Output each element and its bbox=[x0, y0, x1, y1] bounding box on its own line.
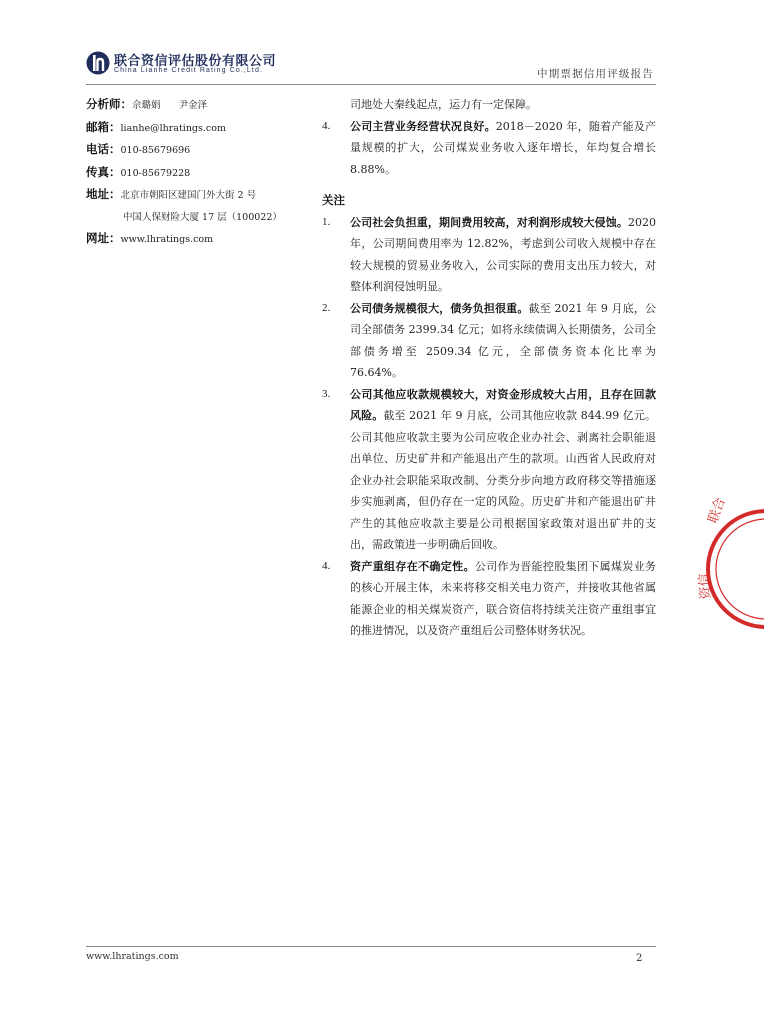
phone-value: 010-85679696 bbox=[120, 145, 191, 156]
fax-value: 010-85679228 bbox=[120, 167, 191, 179]
item-number: 3. bbox=[322, 387, 331, 400]
address-row bbox=[86, 184, 318, 207]
item-number: 2. bbox=[322, 301, 331, 314]
contact-info bbox=[86, 94, 318, 251]
analysts-label: 分析师： bbox=[86, 97, 132, 111]
strength-item-3-tail: 司地处大秦线起点，运力有一定保障。 bbox=[350, 98, 537, 111]
document-title: 中期票据信用评级报告 bbox=[537, 68, 654, 80]
analysts-value: 佘璐娟 尹金泽 bbox=[132, 100, 208, 111]
company-name-cn: 联合资信评估股份有限公司 bbox=[114, 54, 277, 69]
email-label: 邮箱： bbox=[86, 119, 121, 134]
concerns-heading: 关注 bbox=[322, 193, 345, 207]
concern-item-3 bbox=[322, 384, 656, 556]
concern-item-4 bbox=[322, 556, 656, 642]
phone-label: 电话： bbox=[86, 142, 121, 156]
company-logo-icon bbox=[86, 50, 110, 76]
email-value[interactable]: lianhe@lhratings.com bbox=[120, 122, 226, 134]
concern-item-1 bbox=[322, 212, 656, 298]
company-name-en: China Lianhe Credit Rating Co.,Ltd. bbox=[114, 67, 264, 74]
website-label: 网址： bbox=[86, 231, 121, 245]
item-text: 公司作为晋能控股集团下属煤炭业务的核心开展主体，未来将移交相关电力资产，并接收其他省属能源企业的相关煤炭资产，联合资信将持续关注资产重组事宜的推进情况，以及资产重组后公司整体财务状况。 bbox=[350, 559, 657, 637]
strength-item-4 bbox=[322, 116, 656, 181]
address-label: 地址： bbox=[86, 187, 121, 201]
footer-divider bbox=[86, 946, 656, 947]
company-seal-icon bbox=[696, 484, 764, 654]
item-lead: 公司债务规模很大，债务负担很重。 bbox=[350, 301, 529, 315]
item-lead: 公司其他应收款规模较大，对资金形成较大占用，且存在回款风险。 bbox=[350, 387, 656, 422]
item-lead: 资产重组存在不确定性。 bbox=[350, 559, 475, 573]
item-text: 2020 年，公司期间费用率为 12.82%，考虑到公司收入规模中存在较大规模的贸易业务收入，公司实际的费用支出压力较大，对整体利润侵蚀明显。 bbox=[350, 215, 656, 293]
page-number: 2 bbox=[636, 953, 643, 964]
item-number: 4. bbox=[322, 119, 331, 132]
fax-row bbox=[86, 162, 318, 185]
website-link[interactable]: www.lhratings.com bbox=[120, 234, 214, 245]
fax-label: 传真： bbox=[86, 164, 121, 179]
address-line1: 北京市朝阳区建国门外大街 2 号 bbox=[120, 190, 257, 201]
svg-text:资信: 资信 bbox=[696, 572, 714, 600]
header-divider bbox=[86, 84, 656, 85]
svg-text:联合: 联合 bbox=[705, 495, 729, 526]
page-header bbox=[86, 48, 656, 84]
item-text: 2018－2020 年，随着产能及产量规模的扩大，公司煤炭业务收入逐年增长，年均复合增长 8.88%。 bbox=[350, 119, 657, 176]
address-line2: 中国人保财险大厦 17 层（100022） bbox=[123, 211, 282, 223]
phone-row bbox=[86, 139, 318, 162]
analysts-row bbox=[86, 94, 318, 117]
footer-website-link[interactable]: www.lhratings.com bbox=[86, 951, 179, 962]
item-number: 4. bbox=[322, 559, 331, 572]
website-row bbox=[86, 228, 318, 251]
main-content bbox=[322, 94, 656, 642]
email-row bbox=[86, 117, 318, 140]
item-lead: 公司社会负担重，期间费用较高，对利润形成较大侵蚀。 bbox=[350, 215, 628, 229]
item-text: 截至 2021 年 9 月底，公司其他应收款 844.99 亿元。公司其他应收款主要为公司应收企业办社会、剥离社会职能退出单位、历史矿井和产能退出产生的款项。山西省人民政府对企业办社会职能采取改制、分类分步向地方政府移交等措施逐步实施剥离，但仍存在一定的风险。历史矿井和产能退出矿井产生的其他应收款主要是公司根据国家政策对退出矿井的支出，需政策进一步明确后回收。 bbox=[350, 409, 657, 551]
item-number: 1. bbox=[322, 215, 331, 228]
concern-item-2 bbox=[322, 298, 656, 384]
item-lead: 公司主营业务经营状况良好。 bbox=[350, 119, 496, 133]
item-text: 截至 2021 年 9 月底，公司全部债务 2399.34 亿元；如将永续债调入长期债务，公司全部债务增至 2509.34 亿元，全部债务资本化比率为 76.64%。 bbox=[350, 301, 657, 379]
